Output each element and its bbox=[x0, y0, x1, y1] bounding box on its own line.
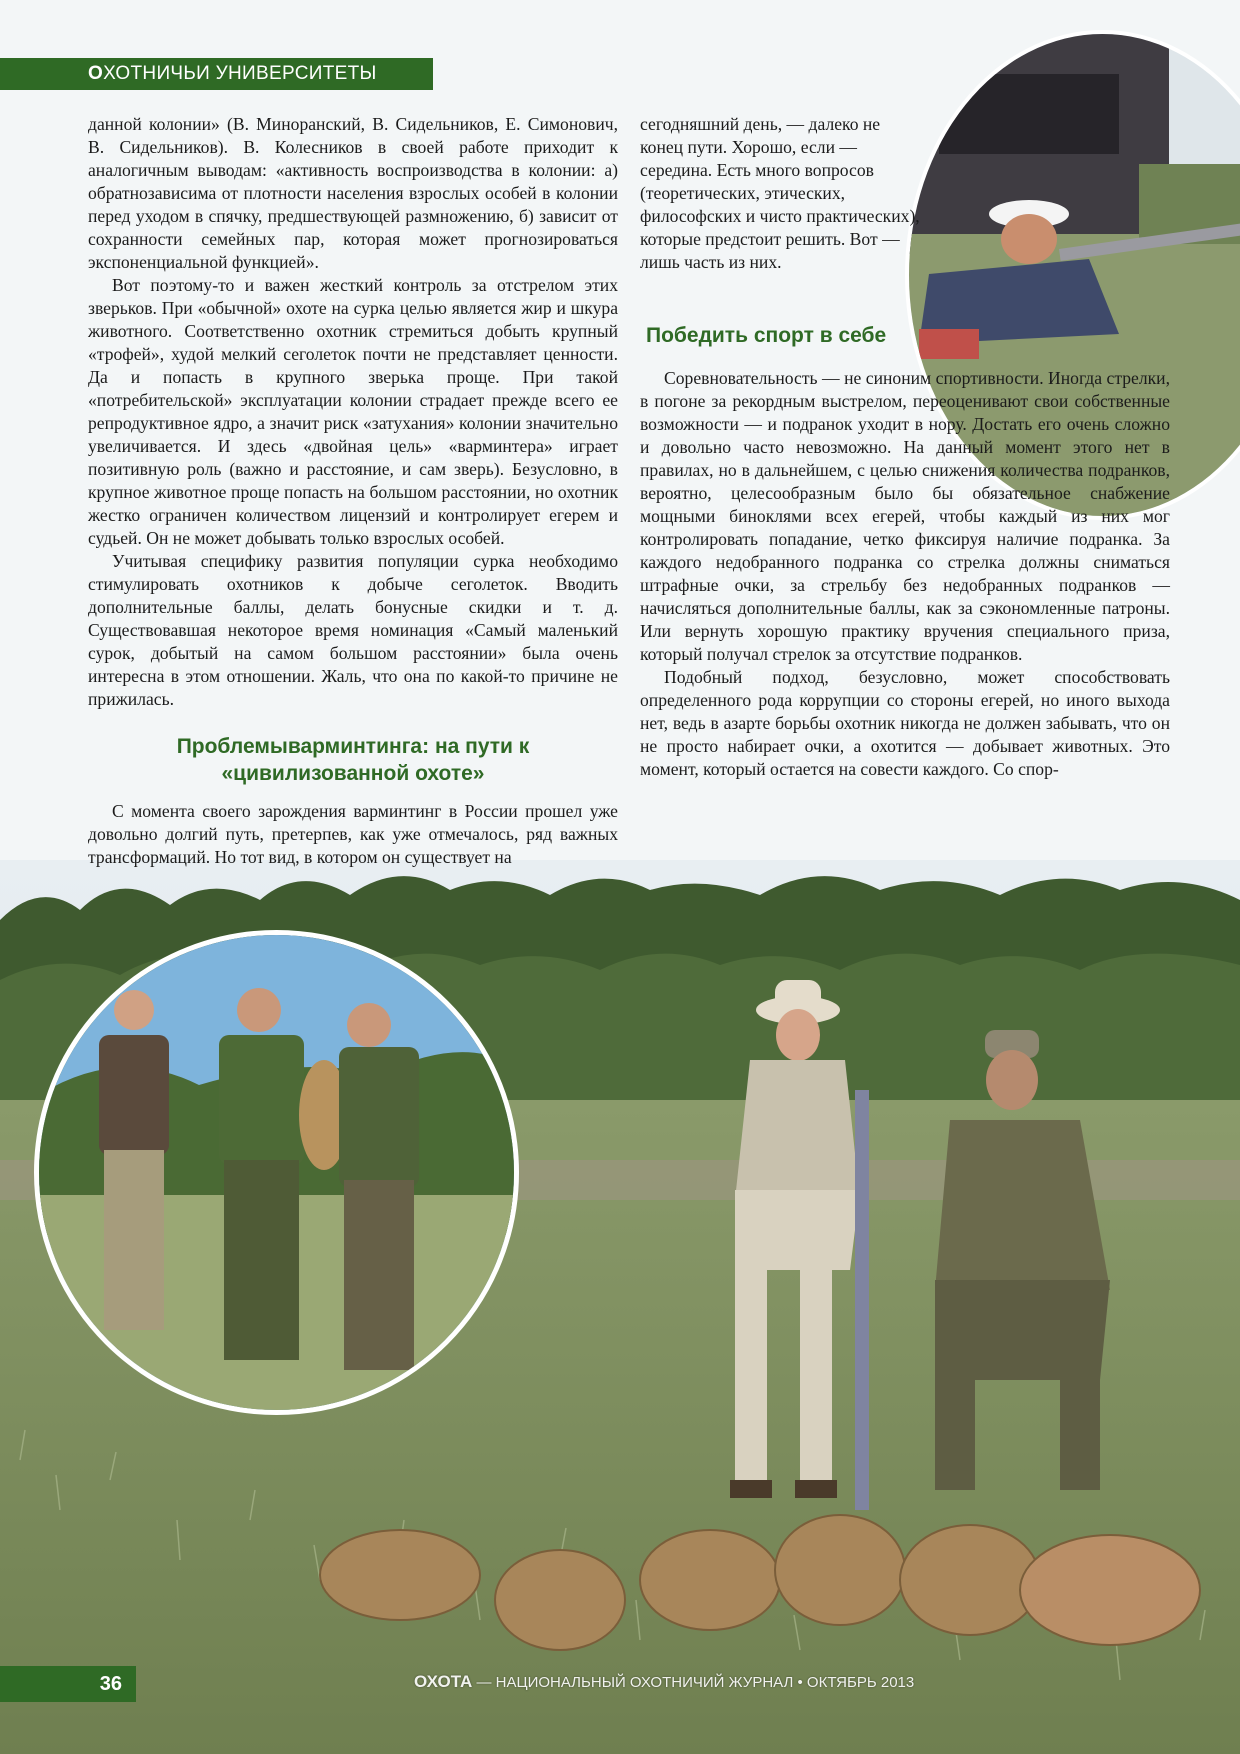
magazine-tagline: — НАЦИОНАЛЬНЫЙ ОХОТНИЧИЙ ЖУРНАЛ • ОКТЯБРЬ 2013 bbox=[476, 1674, 915, 1691]
footer-magazine-line bbox=[414, 1672, 914, 1692]
article-right-column-top bbox=[640, 113, 926, 274]
paragraph: данной колонии» (В. Миноранский, В. Сидельников, Е. Симонович, В. Сидельников). В. Колесников в своей работе приходит к аналогичным выводам: «активность воспроизводства в колонии: а) обратнозависима от плотности населения взрослых особей в колонии перед уходом в спячку, предшествующей размножению, б) зависит от сохранности семейных пар, которая может прогнозироваться экспоненциальной функцией». bbox=[88, 114, 618, 272]
paragraph: сегодняшний день, — далеко не конец пути. Хорошо, если — середина. Есть много вопросов (теоретических, этических, философских и чисто практических), которые предстоит решить. Вот — лишь часть из них. bbox=[640, 114, 920, 272]
article-right-column bbox=[640, 367, 1170, 781]
section-header bbox=[0, 58, 433, 90]
subheading-varminting-problems: Проблемыварминтинга: на пути к «цивилизованной охоте» bbox=[176, 735, 530, 785]
magazine-name: ОХОТА bbox=[414, 1672, 473, 1691]
paragraph: С момента своего зарождения варминтинг в России прошел уже довольно долгий путь, претерпев, как уже отмечалось, ряд важных трансформаций. Но тот вид, в котором он существует на bbox=[88, 801, 618, 867]
article-left-column-continued bbox=[88, 800, 618, 869]
article-left-column bbox=[88, 113, 618, 711]
hunters-group-photo bbox=[34, 930, 519, 1415]
page-number: 36 bbox=[0, 1666, 136, 1702]
paragraph: Соревновательность — не синоним спортивности. Иногда стрелки, в погоне за рекордным выстрелом, переоценивают свои собственные возможности — и подранок уходит в нору. Достать его очень сложно и довольно часто невозможно. На данный момент этого нет в правилах, но в дальнейшем, с целью снижения количества подранков, вероятно, целесообразным было бы обязательное снабжение мощными биноклями всех егерей, чтобы каждый из них мог контролировать попадание, четко фиксируя наличие подранка. За каждого недобранного подранка со стрелка должны сниматься штрафные очки, за стрельбу без недобранных подранков — начисляться дополнительные баллы, как за сэкономленные патроны. Или вернуть хорошую практику вручения специального приза, который получал стрелок за отсутствие подранков. bbox=[640, 368, 1170, 664]
section-header-text: ХОТНИЧЬИ УНИВЕРСИТЕТЫ bbox=[103, 63, 377, 84]
paragraph: Учитывая специфику развития популяции сурка необходимо стимулировать охотников к добыче сеголеток. Вводить дополнительные баллы, делать бонусные скидки и т. д. Существовавшая некоторое время номинация «Самый маленький сурок, добытый на самом большом расстоянии» была очень интересна в этом отношении. Жаль, что она по какой-то причине не прижилась. bbox=[88, 551, 618, 709]
paragraph: Подобный подход, безусловно, может способствовать определенного рода коррупции со стороны егерей, но иного выхода нет, ведь в азарте борьбы охотник никогда не должен забывать, что он не просто набирает очки, а охотится — добывает животных. Это момент, который остается на совести каждого. Со спор- bbox=[640, 667, 1170, 779]
section-header-first-letter: О bbox=[88, 63, 104, 84]
subheading-defeat-sport: Победить спорт в себе bbox=[646, 324, 887, 347]
paragraph: Вот поэтому-то и важен жесткий контроль за отстрелом этих зверьков. При «обычной» охоте на сурка целью является жир и шкура животного. Соответственно охотник стремиться добыть крупный «трофей», худой мелкий сеголеток почти не представляет ценности. Да и попасть в крупного зверька проще. При такой «потребительской» эксплуатации колонии страдает прежде всего ее репродуктивное ядро, а значит риск «затухания» колонии значительно увеличивается. И здесь «двойная цель» «варминтера» играет позитивную роль (важно и расстояние, и сам зверь). Безусловно, в крупное животное проще попасть на большом расстоянии, но охотник жестко ограничен количеством лицензий и контролирует егерем и судьей. Он не может добывать только взрослых особей. bbox=[88, 275, 618, 548]
